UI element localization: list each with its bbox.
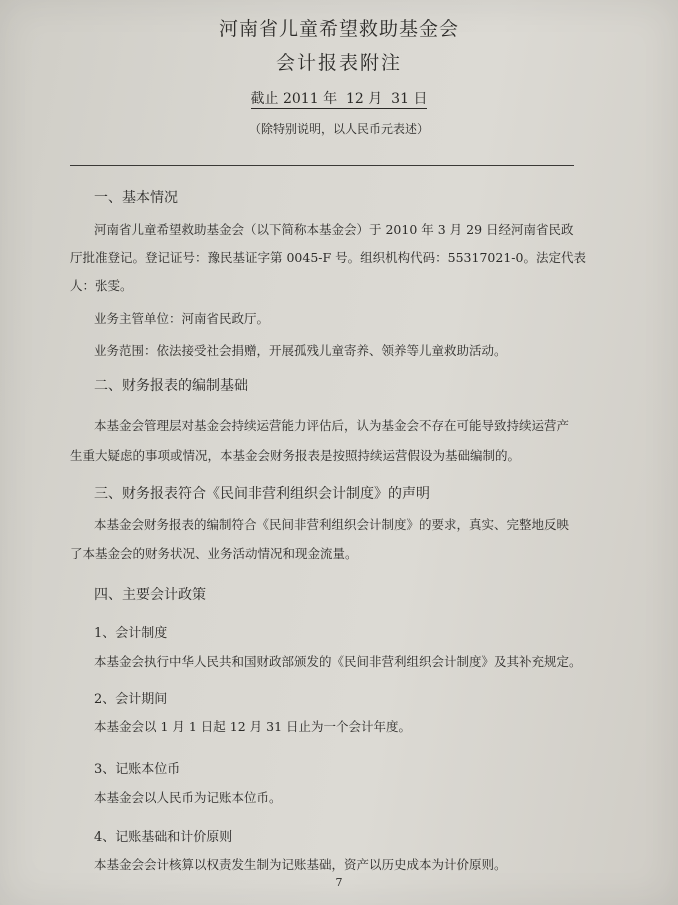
date-month-unit: 月: [368, 91, 383, 107]
date-month: 12: [345, 91, 364, 107]
document-title: 会计报表附注: [275, 52, 402, 74]
section-2-line-2: 生重大疑虑的事项或情况，本基金会财务报表是按照持续运营假设为基础编制的。: [70, 448, 521, 463]
section-1-para-line-3: 人：张雯。: [70, 278, 133, 293]
section-2-line-1: 本基金会管理层对基金会持续运营能力评估后，认为基金会不存在可能导致持续运营产: [94, 418, 570, 433]
policy-item-text: 本基金会以 1 月 1 日起 12 月 31 日止为一个会计年度。: [94, 719, 412, 734]
section-1-heading: 一、基本情况: [94, 190, 178, 206]
page-number: 7: [335, 876, 343, 889]
section-3-line-2: 了本基金会的财务状况、业务活动情况和现金流量。: [70, 546, 358, 561]
section-1-para-line-2: 厅批准登记。登记证号：豫民基证字第 0045-F 号。组织机构代码：55317021-0。法定代表: [70, 250, 586, 265]
policy-item-text: 本基金会会计核算以权责发生制为记账基础，资产以历史成本为计价原则。: [94, 857, 507, 872]
organization-title: 河南省儿童希望救助基金会: [218, 18, 459, 40]
section-1-para-line-1: 河南省儿童希望救助基金会（以下简称本基金会）于 2010 年 3 月 29 日经河南省民政: [94, 222, 574, 237]
date-year-unit: 年: [323, 91, 338, 107]
date-year: 2011: [282, 91, 319, 107]
currency-note: （除特别说明，以人民币元表述）: [248, 122, 429, 136]
report-date: [0, 88, 678, 108]
date-prefix: 截止: [250, 91, 279, 107]
policy-item-title: 2、会计期间: [94, 692, 168, 707]
policy-item-text: 本基金会以人民币为记账本位币。: [94, 790, 282, 805]
policy-item-text: 本基金会执行中华人民共和国财政部颁发的《民间非营利组织会计制度》及其补充规定。: [94, 654, 582, 669]
section-1-scope: 业务范围：依法接受社会捐赠，开展孤残儿童寄养、领养等儿童救助活动。: [94, 343, 507, 358]
section-3-heading: 三、财务报表符合《民间非营利组织会计制度》的声明: [94, 486, 430, 502]
date-day-unit: 日: [413, 91, 428, 107]
section-2-heading: 二、财务报表的编制基础: [94, 378, 248, 394]
policy-item-title: 3、记账本位币: [94, 762, 181, 777]
section-1-supervisor: 业务主管单位：河南省民政厅。: [94, 311, 270, 326]
policy-item-title: 1、会计制度: [94, 626, 168, 641]
header-divider: [70, 165, 574, 166]
policy-item-title: 4、记账基础和计价原则: [94, 830, 233, 845]
date-day: 31: [391, 91, 409, 107]
section-4-heading: 四、主要会计政策: [94, 587, 206, 603]
date-underlined: [251, 91, 428, 109]
section-3-line-1: 本基金会财务报表的编制符合《民间非营利组织会计制度》的要求，真实、完整地反映: [94, 517, 570, 532]
